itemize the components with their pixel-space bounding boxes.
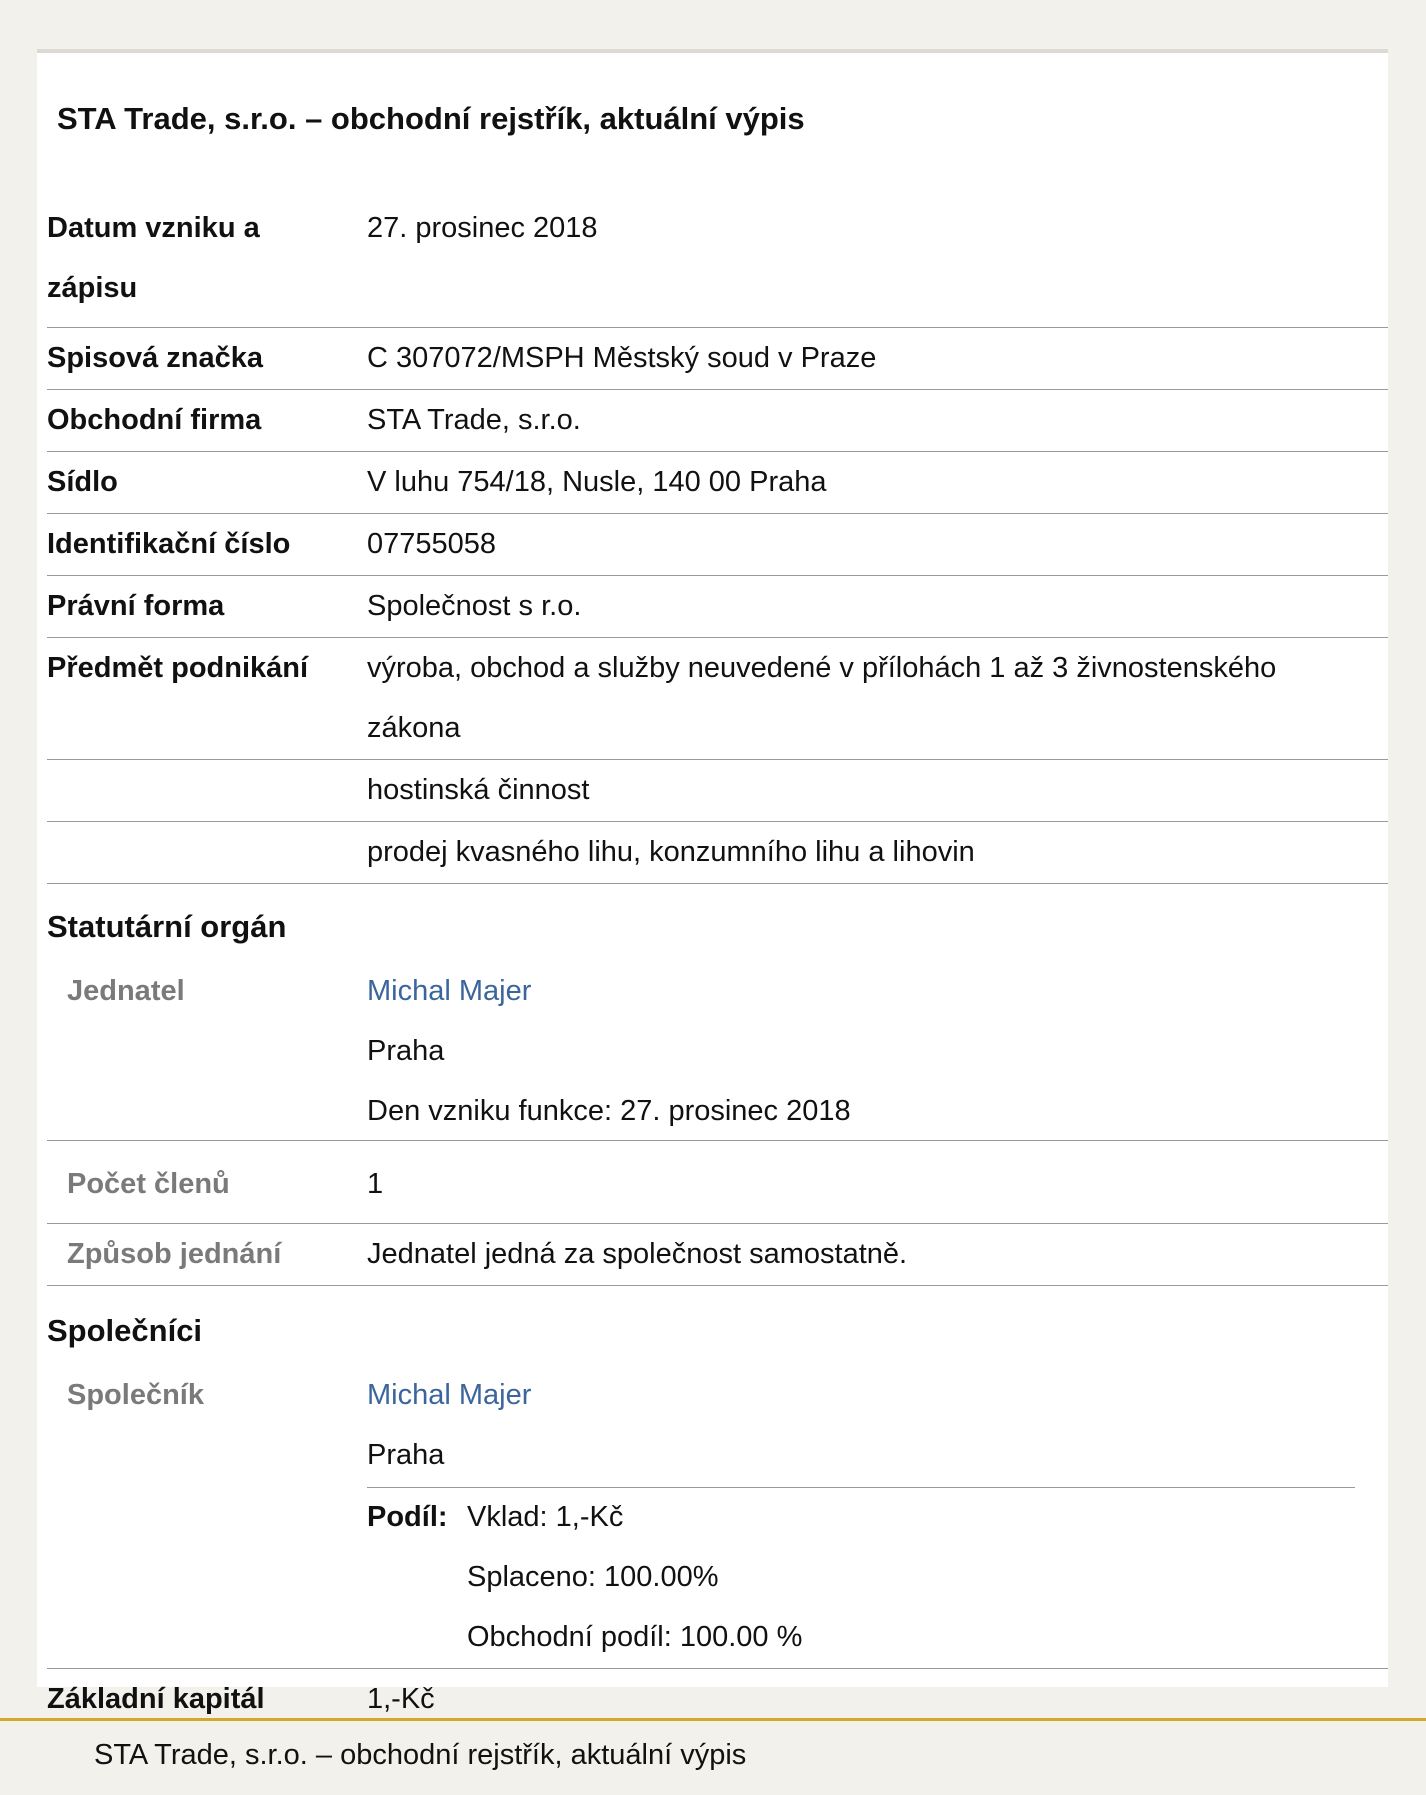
- label-spolecnik: Společník: [67, 1379, 204, 1411]
- row-predmet-podnikani-3: [47, 822, 1388, 884]
- row-zpusob-jednani: [47, 1224, 1388, 1286]
- row-identifikacni-cislo: [47, 514, 1388, 576]
- label-zakladni-kapital: Základní kapitál: [47, 1683, 265, 1715]
- value-pocet-clenu: 1: [367, 1168, 384, 1200]
- value-predmet-item-1-line2: zákona: [367, 712, 461, 744]
- value-jednatel-city: Praha: [367, 1035, 445, 1067]
- value-pravni-forma: Společnost s r.o.: [367, 590, 582, 622]
- value-zpusob-jednani: Jednatel jedná za společnost samostatně.: [367, 1238, 908, 1270]
- section-statutarni-organ: Statutární orgán: [47, 909, 287, 944]
- value-zakladni-kapital: 1,-Kč: [367, 1683, 435, 1715]
- value-splaceno: Splaceno: 100.00%: [467, 1561, 719, 1593]
- value-sidlo: V luhu 754/18, Nusle, 140 00 Praha: [367, 466, 827, 498]
- label-pocet-clenu: Počet členů: [67, 1168, 230, 1200]
- row-sidlo: [47, 452, 1388, 514]
- label-spisova-znacka: Spisová značka: [47, 342, 263, 374]
- value-spolecnik-city: Praha: [367, 1439, 445, 1471]
- label-sidlo: Sídlo: [47, 466, 118, 498]
- page-title: STA Trade, s.r.o. – obchodní rejstřík, aktuální výpis: [57, 101, 805, 136]
- label-zpusob-jednani: Způsob jednání: [67, 1238, 282, 1270]
- value-predmet-item-3: prodej kvasného lihu, konzumního lihu a lihovin: [367, 836, 975, 868]
- footer-title: STA Trade, s.r.o. – obchodní rejstřík, aktuální výpis: [94, 1739, 747, 1771]
- row-pocet-clenu: [47, 1141, 1388, 1224]
- label-obchodni-firma: Obchodní firma: [47, 404, 262, 436]
- value-vklad: Vklad: 1,-Kč: [467, 1501, 624, 1533]
- label-jednatel: Jednatel: [67, 975, 185, 1007]
- row-predmet-podnikani-1: [47, 638, 1388, 760]
- row-spolecnik: [47, 1365, 1388, 1669]
- label-predmet-podnikani: Předmět podnikání: [47, 652, 309, 684]
- extract-card: [37, 49, 1388, 1715]
- page-footer: [0, 1718, 1426, 1795]
- section-spolecnici: Společníci: [47, 1313, 203, 1348]
- row-jednatel: [47, 961, 1388, 1141]
- label-podil: Podíl:: [367, 1501, 448, 1533]
- value-identifikacni-cislo: 07755058: [367, 528, 497, 560]
- label-pravni-forma: Právní forma: [47, 590, 225, 622]
- label-datum-vzniku-line2: zápisu: [47, 272, 138, 304]
- value-predmet-item-1-line1: výroba, obchod a služby neuvedené v přílohách 1 až 3 živnostenského: [367, 652, 1277, 684]
- label-identifikacni-cislo: Identifikační číslo: [47, 528, 291, 560]
- row-pravni-forma: [47, 576, 1388, 638]
- row-obchodni-firma: [47, 390, 1388, 452]
- value-predmet-item-2: hostinská činnost: [367, 774, 590, 806]
- label-datum-vzniku-line1: Datum vzniku a: [47, 212, 260, 244]
- link-spolecnik-name[interactable]: Michal Majer: [367, 1379, 532, 1411]
- row-spisova-znacka: [47, 328, 1388, 390]
- row-predmet-podnikani-2: [47, 760, 1388, 822]
- value-spisova-znacka: C 307072/MSPH Městský soud v Praze: [367, 342, 877, 374]
- link-jednatel-name[interactable]: Michal Majer: [367, 975, 532, 1007]
- row-datum-vzniku: [47, 198, 1388, 328]
- value-datum-vzniku: 27. prosinec 2018: [367, 212, 598, 244]
- value-obchodni-podil: Obchodní podíl: 100.00 %: [467, 1621, 803, 1653]
- value-jednatel-since: Den vzniku funkce: 27. prosinec 2018: [367, 1095, 851, 1127]
- value-obchodni-firma: STA Trade, s.r.o.: [367, 404, 581, 436]
